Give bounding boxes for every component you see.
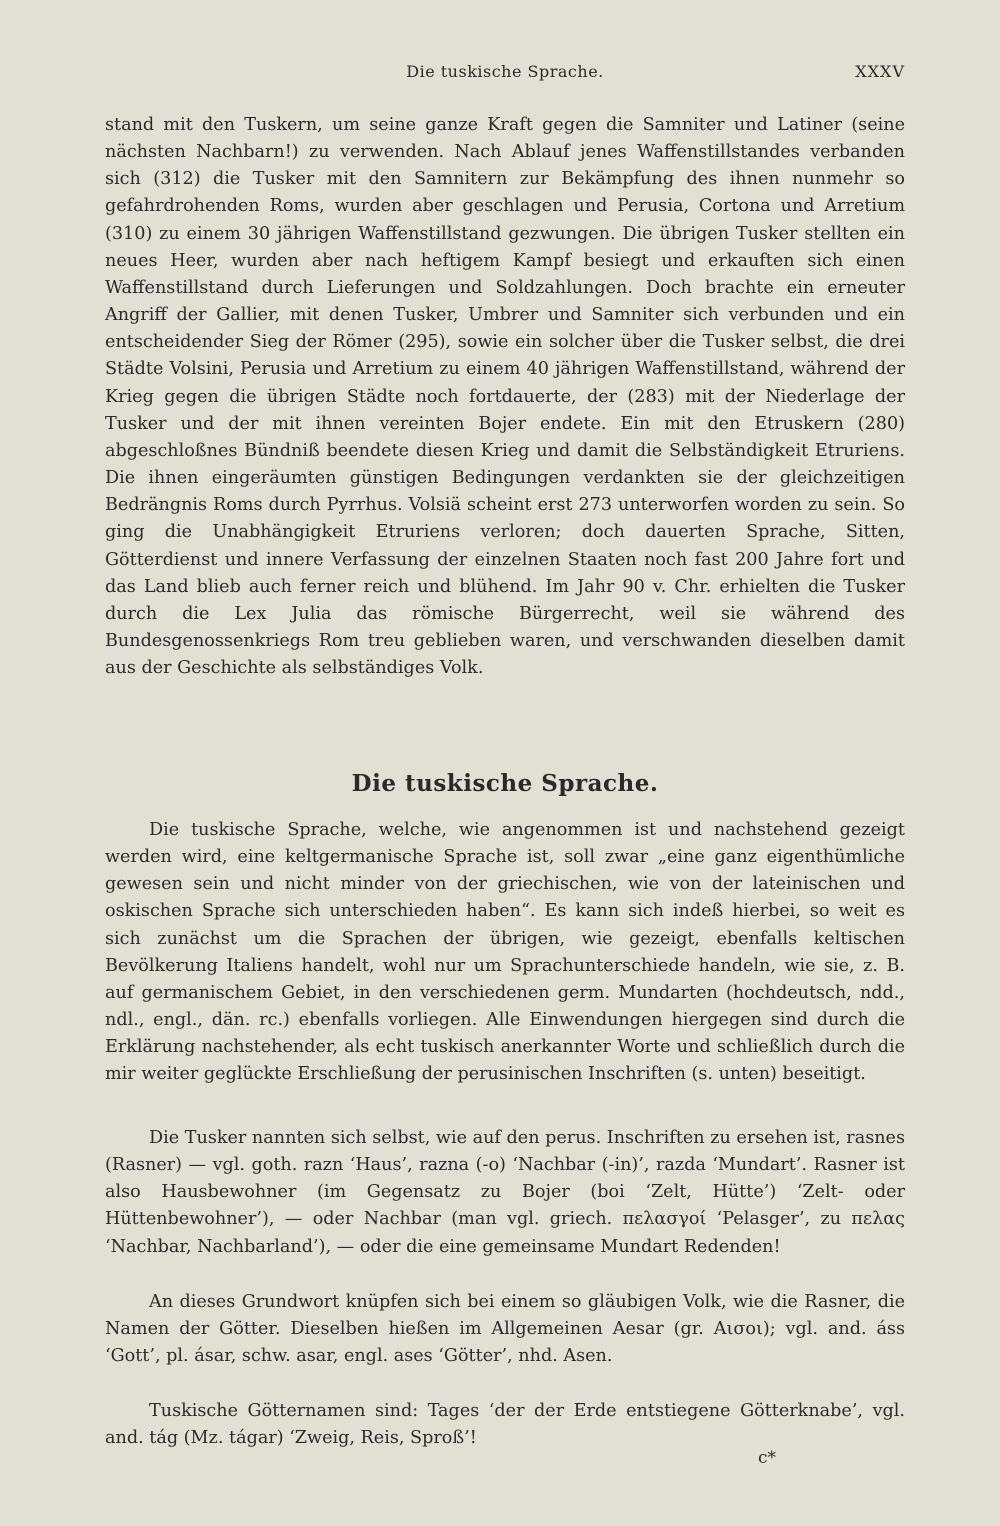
paragraph-aesar: An dieses Grundwort knüpfen sich bei einem so gläubigen Volk, wie die Rasner, die Namen der Götter. Dieselben hießen im Allgemeinen Aesar (gr. Αισοι); vgl. and. áss ‘Gott’, pl. ásar, schw. asar, engl. ases ‘Götter’, nhd. Asen. — [105, 1292, 905, 1367]
running-title: Die tuskische Sprache. — [406, 62, 604, 81]
page-number: XXXV — [855, 62, 905, 81]
paragraph-god-names: Tuskische Götternamen sind: Tages ‘der der Erde entstiegene Götterknabe’, vgl. and. tág (Mz. tágar) ‘Zweig, Reis, Sproß’! — [105, 1401, 905, 1449]
running-head — [105, 62, 905, 92]
paragraph-language-intro: Die tuskische Sprache, welche, wie angenommen ist und nachstehend gezeigt werden wird, eine keltgermanische Sprache ist, soll zwar „eine ganz eigenthümliche gewesen sein und nicht minder von der griechischen, wie von der lateinischen und oskischen Sprache sich unterschieden haben“. Es kann sich indeß hierbei, so weit es sich zunächst um die Sprachen der übrigen, wie gezeigt, ebenfalls keltischen Bevölkerung Italiens handelt, wohl nur um Sprachunterschiede handeln, wie sie, z. B. auf germanischem Gebiet, in den verschiedenen germ. Mundarten (hochdeutsch, ndd., ndl., engl., dän. rc.) ebenfalls vorliegen. Alle Einwendungen hiergegen sind durch die Erklärung nachstehender, als echt tuskisch anerkannter Worte und schließlich durch die mir weiter geglückte Erschließung der perusinischen Inschriften (s. unten) beseitigt. — [105, 820, 905, 1085]
paragraph-rasner: Die Tusker nannten sich selbst, wie auf den perus. Inschriften zu ersehen ist, rasnes (Rasner) — vgl. goth. razn ‘Haus’, razna (-o) ‘Nachbar (-in)’, razda ‘Mundart’. Rasner ist also Hausbewohner (im Gegensatz zu Bojer (boi ‘Zelt, Hütte’) ‘Zelt- oder Hüttenbewohner’), — oder Nachbar (man vgl. griech. πελασγοί ‘Pelasger’, zu πελας ‘Nachbar, Nachbarland’), — oder die eine gemeinsame Mundart Redenden! — [105, 1128, 905, 1257]
printer-signature: c* — [758, 1448, 777, 1468]
paragraph-continuation: stand mit den Tuskern, um seine ganze Kraft gegen die Samniter und Latiner (seine nächsten Nachbarn!) zu verwenden. Nach Ablauf jenes Waffenstillstandes verbanden sich (312) die Tusker mit den Samnitern zur Bekämpfung des ihnen nunmehr so gefahrdrohenden Roms, wurden aber geschlagen und Perusia, Cortona und Arretium (310) zu einem 30 jährigen Waffenstillstand gezwungen. Die übrigen Tusker stellten ein neues Heer, wurden aber nach heftigem Kampf besiegt und erkauften sich einen Waffenstillstand durch Lieferungen und Soldzahlungen. Doch brachte ein erneuter Angriff der Gallier, mit denen Tusker, Umbrer und Samniter sich verbunden und ein entscheidender Sieg der Römer (295), sowie ein solcher über die Tusker selbst, die drei Städte Volsini, Perusia und Arretium zu einem 40 jährigen Waffenstillstand, während der Krieg gegen die übrigen Städte noch fortdauerte, der (283) mit der Niederlage der Tusker und der mit ihnen vereinten Bojer endete. Ein mit den Etruskern (280) abgeschloßnes Bündniß beendete diesen Krieg und damit die Selbständigkeit Etruriens. Die ihnen eingeräumten günstigen Bedingungen verdankten sie der gleichzeitigen Bedrängnis Roms durch Pyrrhus. Volsiä scheint erst 273 unterworfen worden zu sein. So ging die Unabhängigkeit Etruriens verloren; doch dauerten Sprache, Sitten, Götterdienst und innere Verfassung der einzelnen Staaten noch fast 200 Jahre fort und das Land blieb auch ferner reich und blühend. Im Jahr 90 v. Chr. erhielten die Tusker durch die Lex Julia das römische Bürgerrecht, weil sie während des Bundesgenossenkriegs Rom treu geblieben waren, und verschwanden dieselben damit aus der Geschichte als selbständiges Volk. — [105, 115, 905, 679]
section-heading: Die tuskische Sprache. — [351, 770, 659, 797]
